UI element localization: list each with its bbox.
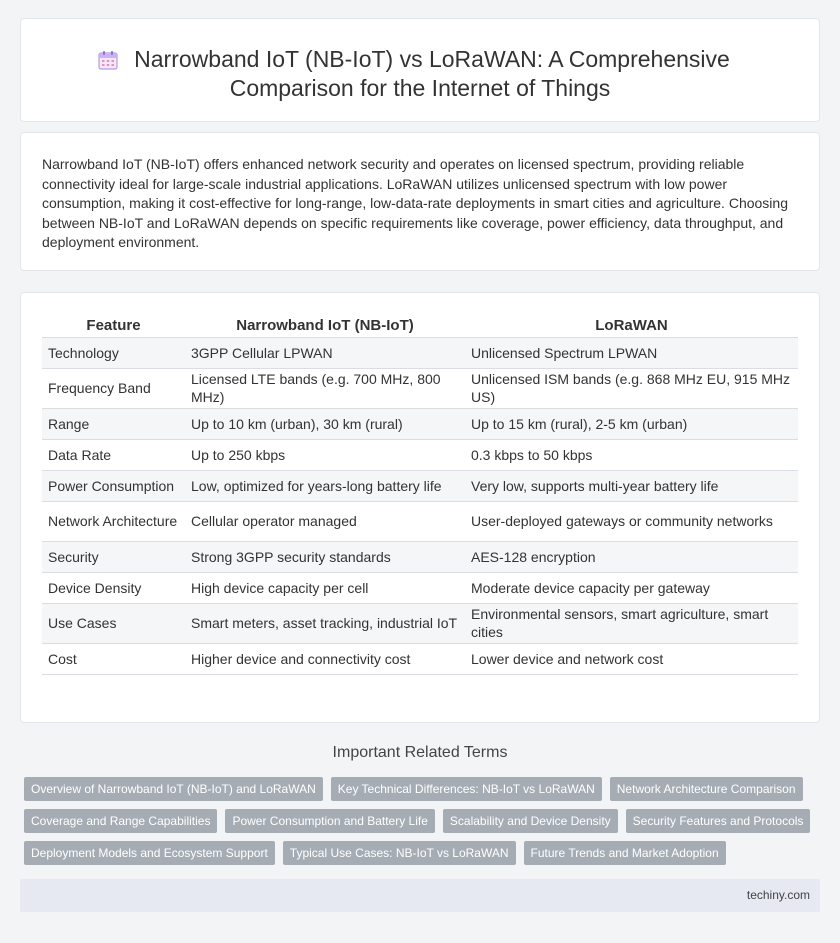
header-nb-iot: Narrowband IoT (NB-IoT) [185,315,465,337]
related-terms-heading: Important Related Terms [332,744,508,761]
intro-card [20,132,820,271]
nb-iot-cell: Up to 10 km (urban), 30 km (rural) [185,408,465,439]
related-term-tag[interactable]: Future Trends and Market Adoption [524,841,726,865]
related-term-tag[interactable]: Coverage and Range Capabilities [24,809,217,833]
table-row [42,368,798,408]
feature-cell: Use Cases [42,603,185,643]
lorawan-cell: 0.3 kbps to 50 kbps [465,439,798,470]
feature-cell: Range [42,408,185,439]
related-term-tag[interactable]: Deployment Models and Ecosystem Support [24,841,275,865]
feature-cell: Technology [42,337,185,368]
lorawan-cell: Environmental sensors, smart agriculture, smart cities [465,603,798,643]
feature-cell: Device Density [42,572,185,603]
lorawan-cell: Up to 15 km (rural), 2-5 km (urban) [465,408,798,439]
header-card [20,18,820,122]
nb-iot-cell: Smart meters, asset tracking, industrial IoT [185,603,465,643]
footer-bar [20,879,820,912]
table-row [42,603,798,643]
nb-iot-cell: Low, optimized for years-long battery life [185,470,465,501]
header-lorawan: LoRaWAN [465,315,798,337]
comparison-table [42,315,798,675]
page-title-line-2: Comparison for the Internet of Things [229,75,611,101]
nb-iot-cell: 3GPP Cellular LPWAN [185,337,465,368]
intro-paragraph: Narrowband IoT (NB-IoT) offers enhanced network security and operates on licensed spectrum, providing reliable connectivity ideal for large-scale industrial applications. LoRaWAN utilizes unlicensed spectrum with low power consumption, making it cost-effective for long-range, low-data-rate deployments in smart cities and agriculture. Choosing between NB-IoT and LoRaWAN depends on specific requirements like coverage, power efficiency, data throughput, and deployment environment. [42,156,788,250]
nb-iot-cell: High device capacity per cell [185,572,465,603]
feature-cell: Frequency Band [42,368,185,408]
table-row [42,337,798,368]
feature-cell: Power Consumption [42,470,185,501]
lorawan-cell: Unlicensed ISM bands (e.g. 868 MHz EU, 915 MHz US) [465,368,798,408]
related-term-tag[interactable]: Power Consumption and Battery Life [225,809,434,833]
related-term-tag[interactable]: Key Technical Differences: NB-IoT vs LoRaWAN [331,777,602,801]
footer-site-link[interactable]: techiny.com [746,888,810,902]
related-terms-tags [24,777,824,873]
table-row [42,572,798,603]
table-header-row [42,315,798,337]
lorawan-cell: User-deployed gateways or community networks [465,501,798,541]
table-row [42,643,798,674]
related-term-tag[interactable]: Typical Use Cases: NB-IoT vs LoRaWAN [283,841,516,865]
lorawan-cell: Moderate device capacity per gateway [465,572,798,603]
related-term-tag[interactable]: Overview of Narrowband IoT (NB-IoT) and LoRaWAN [24,777,323,801]
lorawan-cell: Lower device and network cost [465,643,798,674]
table-row [42,470,798,501]
nb-iot-cell: Strong 3GPP security standards [185,541,465,572]
table-row [42,408,798,439]
feature-cell: Security [42,541,185,572]
header-feature: Feature [42,315,185,337]
table-row [42,439,798,470]
feature-cell: Cost [42,643,185,674]
related-term-tag[interactable]: Scalability and Device Density [443,809,618,833]
related-term-tag[interactable]: Network Architecture Comparison [610,777,803,801]
feature-cell: Network Architecture [42,501,185,541]
nb-iot-cell: Licensed LTE bands (e.g. 700 MHz, 800 MHz) [185,368,465,408]
table-row [42,541,798,572]
nb-iot-cell: Up to 250 kbps [185,439,465,470]
lorawan-cell: AES-128 encryption [465,541,798,572]
table-row [42,501,798,541]
page-title [110,45,730,103]
comparison-table-card [20,292,820,723]
lorawan-cell: Very low, supports multi-year battery life [465,470,798,501]
related-term-tag[interactable]: Security Features and Protocols [626,809,811,833]
feature-cell: Data Rate [42,439,185,470]
nb-iot-cell: Higher device and connectivity cost [185,643,465,674]
page-title-line-1: Narrowband IoT (NB-IoT) vs LoRaWAN: A Comprehensive [134,46,730,72]
lorawan-cell: Unlicensed Spectrum LPWAN [465,337,798,368]
nb-iot-cell: Cellular operator managed [185,501,465,541]
